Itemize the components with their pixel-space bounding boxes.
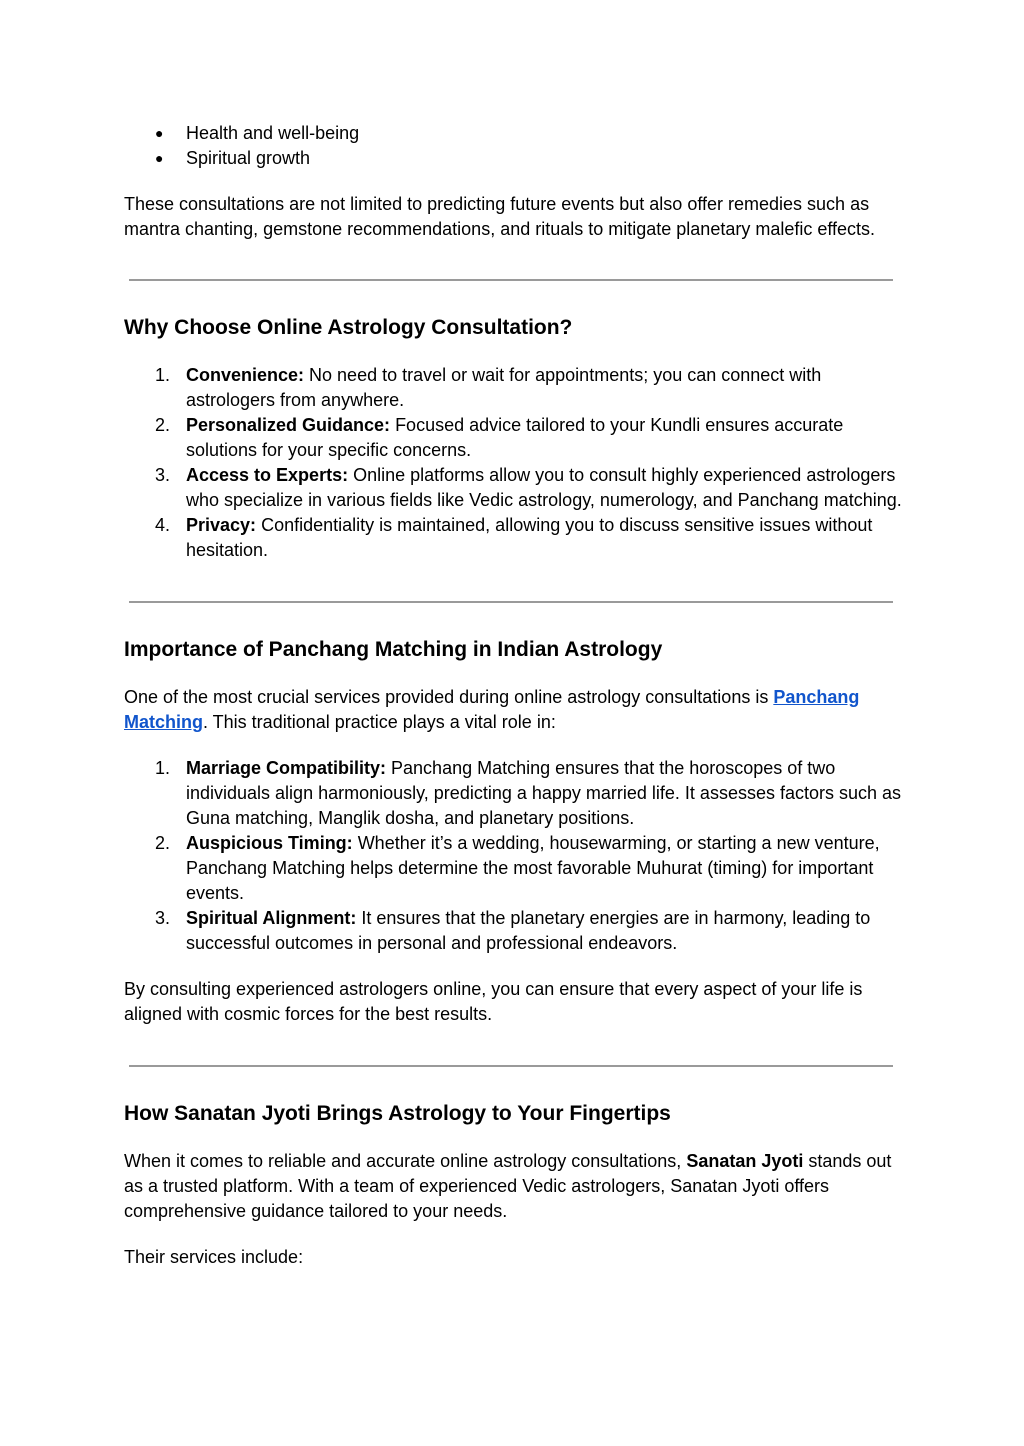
list-item: 3. Spiritual Alignment: It ensures that the planetary energies are in harmony, leading to successful outcomes in personal and professional endeavors.	[155, 908, 871, 953]
sanatan-jyoti-paragraph: When it comes to reliable and accurate online astrology consultations, Sanatan Jyoti stands out as a trusted platform. With a team of experienced Vedic astrologers, Sanatan Jyoti offers comprehensive guidance tailored to your needs.	[124, 1151, 892, 1221]
intro-paragraph: These consultations are not limited to predicting future events but also offer remedies such as mantra chanting, gemstone recommendations, and rituals to mitigate planetary malefic effects.	[124, 194, 876, 239]
section-heading-why-online: Why Choose Online Astrology Consultation?	[124, 316, 573, 339]
list-item: ● Spiritual growth	[124, 146, 904, 171]
list-item: 1. Marriage Compatibility: Panchang Matching ensures that the horoscopes of two individuals align harmoniously, predicting a happy married life. It assesses factors such as Guna matching, Manglik dosha, and planetary positions.	[155, 758, 902, 828]
document-page	[124, 121, 904, 1270]
section-heading-sanatan-jyoti: How Sanatan Jyoti Brings Astrology to Your Fingertips	[124, 1102, 671, 1125]
list-item: ● Health and well-being	[124, 121, 904, 146]
list-item: 2. Auspicious Timing: Whether it’s a wedding, housewarming, or starting a new venture, Panchang Matching helps determine the most favorable Muhurat (timing) for important events.	[155, 833, 880, 903]
panchang-intro-paragraph: One of the most crucial services provided during online astrology consultations is Panchang Matching. This traditional practice plays a vital role in:	[124, 687, 860, 732]
section-heading-panchang: Importance of Panchang Matching in Indian Astrology	[124, 638, 663, 661]
services-intro: Their services include:	[124, 1247, 304, 1267]
list-item: 3. Access to Experts: Online platforms allow you to consult highly experienced astrologers who specialize in various fields like Vedic astrology, numerology, and Panchang matching.	[155, 465, 902, 510]
panchang-list	[124, 756, 904, 956]
panchang-closing-paragraph: By consulting experienced astrologers online, you can ensure that every aspect of your life is aligned with cosmic forces for the best results.	[124, 979, 863, 1024]
list-item: 1. Convenience: No need to travel or wait for appointments; you can connect with astrologers from anywhere.	[155, 365, 822, 410]
why-online-list	[124, 363, 904, 563]
list-item: 4. Privacy: Confidentiality is maintained, allowing you to discuss sensitive issues without hesitation.	[155, 515, 873, 560]
bullet-icon: ●	[155, 150, 164, 166]
bullet-icon: ●	[155, 125, 164, 141]
list-item: 2. Personalized Guidance: Focused advice tailored to your Kundli ensures accurate solutions for your specific concerns.	[155, 415, 844, 460]
panchang-matching-link[interactable]: Panchang Matching	[124, 687, 860, 732]
intro-bullet-list	[124, 121, 904, 171]
